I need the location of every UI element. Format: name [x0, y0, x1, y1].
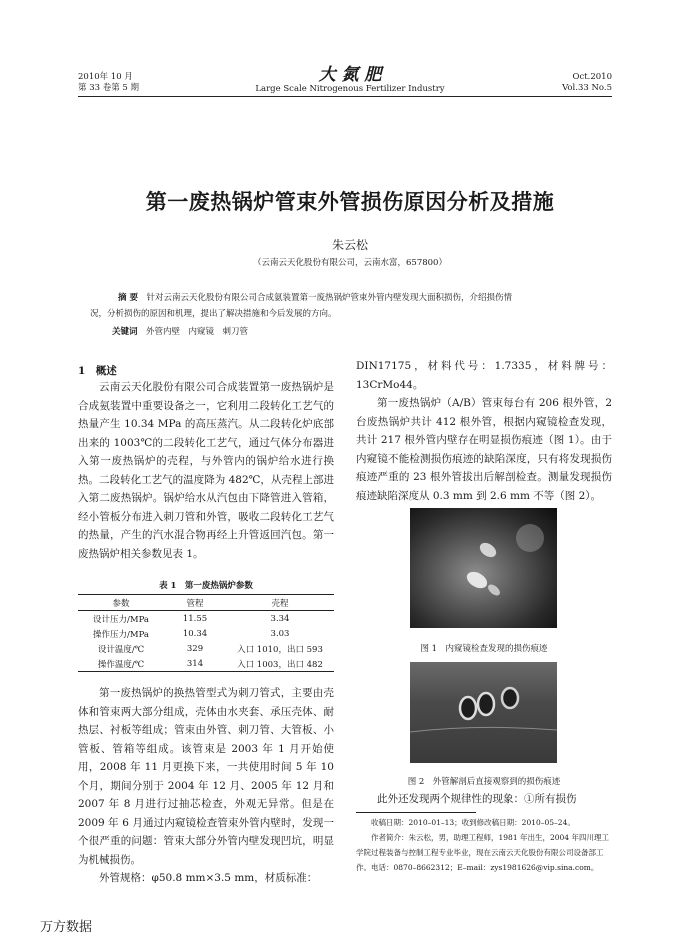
header-right — [562, 72, 612, 94]
table-cell: 入口 1010，出口 593 — [237, 644, 323, 655]
table-cell: 3.34 — [270, 613, 290, 624]
table-row — [78, 641, 334, 656]
author: 朱云松 — [331, 238, 368, 252]
figure2-caption: 图 2 外管解剖后直接观察到的损伤痕迹 — [407, 777, 561, 787]
material-paragraph: DIN17175，材料代号：1.7335，材料牌号：13CrMo44。 — [356, 360, 612, 391]
abstract-line1: 针对云南云天化股份有限公司合成氨装置第一废热锅炉管束外管内壁发现大面积损伤，介绍损伤情 — [146, 293, 512, 303]
left-column-text-bottom — [78, 684, 334, 888]
tube-bundle-paragraph: 第一废热锅炉的换热管型式为刺刀管式，主要由壳体和管束两大部分组成，壳体由水夹套、承压壳体、耐热层、衬板等组成；管束由外管、刺刀管、大管板、小管板、管箱等组成。该管束是 2003 年 1 月开始使用，2008 年 11 月更换下来，一共使用时间 5 年 10 个月，期间分别于 2004 年 12 月、2005 年 12 月和 2007 年 8 月进行过抽芯检查，外观无异常。但是在 2009 年 6 月通过内窥镜检查管束外管内壁时，发现一个很严重的问题：管束大部分外管内壁发现凹坑，明显为机械损伤。 — [78, 687, 334, 866]
tube-spec-paragraph: 外管规格：φ50.8 mm×3.5 mm，材质标准： — [99, 872, 318, 884]
header-volume-en: Vol.33 No.5 — [562, 83, 612, 93]
table-cell: 329 — [186, 643, 204, 654]
figure1-endoscope-image — [410, 508, 557, 628]
table-row — [78, 626, 334, 641]
header-rule — [78, 96, 612, 97]
journal-logo: 大 氮 肥 — [318, 65, 382, 85]
keywords-text: 外管内壁 内窥镜 刺刀管 — [146, 327, 249, 337]
table-cell: 操作压力/MPa — [93, 629, 149, 640]
header-date-en: Oct.2010 — [572, 72, 612, 82]
table1-header-tube: 管程 — [186, 598, 204, 609]
dissected-tube-pits — [410, 662, 557, 763]
table1 — [78, 594, 334, 672]
table-cell: 11.55 — [182, 613, 208, 624]
watermark-label: 万方数据 — [40, 920, 93, 935]
keywords — [112, 325, 248, 337]
header-volume: 第 33 卷第 5 期 — [78, 83, 140, 93]
header-left — [78, 72, 139, 94]
paper-title: 第一废热锅炉管束外管损伤原因分析及措施 — [145, 189, 555, 214]
table-cell: 10.34 — [182, 628, 208, 639]
table-cell: 设计温度/℃ — [97, 644, 145, 655]
footnote-bio: 作者简介：朱云松，男，助理工程师，1981 年出生，2004 年四川理工学院过程装备与控制工程专业毕业，现在云南云天化股份有限公司设备部工作。电话：0870–8662312；E–mail：zys1981626@vip.sina.com。 — [356, 833, 609, 872]
right-column-text-top — [356, 357, 612, 505]
figure1-caption: 图 1 内窥镜检查发现的损伤痕迹 — [420, 644, 548, 654]
table-cell: 操作温度/℃ — [97, 659, 145, 670]
table-cell: 314 — [186, 658, 204, 669]
figure2-dissected-tube-image — [410, 662, 557, 763]
table-row — [78, 656, 334, 672]
footnote-received: 收稿日期：2010–01–13；收到修改稿日期：2010–05–24。 — [371, 818, 575, 827]
left-column-text-top — [78, 378, 334, 563]
abstract — [90, 290, 610, 322]
journal-english-name: Large Scale Nitrogenous Fertilizer Industry — [255, 84, 445, 94]
abstract-line2: 况，分析损伤的原因和机理，提出了解决措施和今后发展的方向。 — [90, 309, 337, 319]
keywords-label: 关键词 — [112, 327, 138, 337]
observation-paragraph: 此外还发现两个规律性的现象：①所有损伤 — [377, 793, 577, 805]
section-heading-overview: 1 概述 — [78, 365, 117, 377]
footnote-rule — [356, 812, 476, 813]
right-column-text-bottom — [356, 790, 612, 809]
inspection-paragraph: 第一废热锅炉（A/B）管束每台有 206 根外管，2 台废热锅炉共计 412 根外管，根据内窥镜检查发现，共计 217 根外管内壁存在明显损伤痕迹（图 1）。由于内窥镜不能检测损伤痕迹的缺陷深度，只有将发现损伤痕迹严重的 23 根外管拔出后解剖检查。测量发现损伤痕迹缺陷深度从 0.3 mm 到 2.6 mm 不等（图 2）。 — [356, 397, 612, 502]
abstract-label: 摘 要 — [118, 293, 138, 303]
table1-caption: 表 1 第一废热锅炉参数 — [159, 581, 253, 591]
table-row — [78, 611, 334, 627]
affiliation: （云南云天化股份有限公司，云南水富，657800） — [253, 258, 447, 268]
footnote — [356, 815, 612, 875]
table-cell: 3.03 — [270, 628, 290, 639]
table-cell: 设计压力/MPa — [93, 614, 149, 625]
overview-paragraph: 云南云天化股份有限公司合成装置第一废热锅炉是合成氨装置中重要设备之一，它利用二段转化工艺气的热量产生 10.34 MPa 的高压蒸汽。从二段转化炉底部出来的 1003℃的二段转化工艺气，通过气体分布器进入第一废热锅炉的壳程，与外管内的锅炉给水进行换热。二段转化工艺气的温度降为 482℃，从壳程上部进入第二废热锅炉。锅炉给水从汽包由下降管进入管箱，经小管板分布进入刺刀管和外管，吸收二段转化工艺气的热量，产生的汽水混合物再经上升管返回汽包。第一废热锅炉相关参数见表 1。 — [78, 381, 334, 560]
table1-header-param: 参数 — [112, 598, 130, 609]
header-date: 2010年 10 月 — [78, 72, 133, 82]
table1-header-shell: 壳程 — [271, 598, 289, 609]
endoscope-damage-marks — [410, 508, 557, 628]
table-cell: 入口 1003，出口 482 — [237, 659, 323, 670]
